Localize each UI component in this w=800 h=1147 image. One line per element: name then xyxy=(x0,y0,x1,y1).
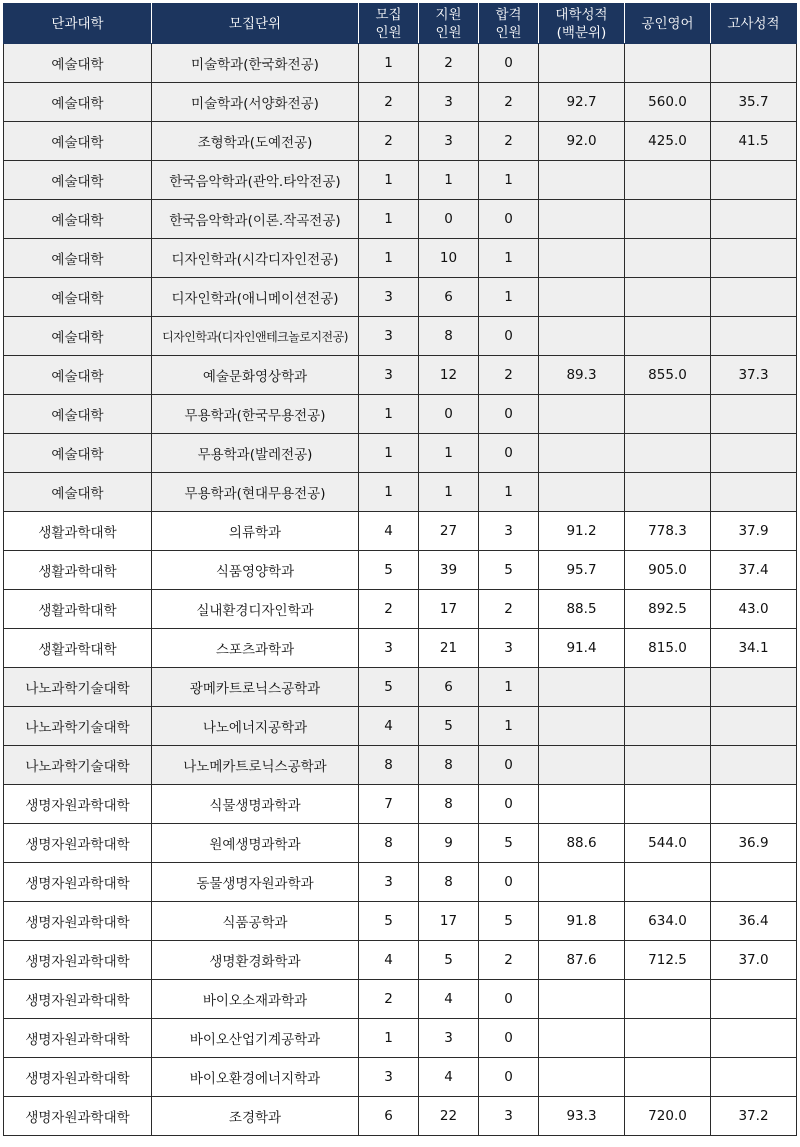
cell-recruit: 1 xyxy=(359,1019,419,1058)
cell-recruit: 3 xyxy=(359,629,419,668)
header-apply xyxy=(419,4,479,44)
cell-apply: 8 xyxy=(419,746,479,785)
cell-college: 생명자원과학대학 xyxy=(4,1097,152,1136)
cell-apply: 4 xyxy=(419,980,479,1019)
cell-apply: 8 xyxy=(419,785,479,824)
cell-gpa: 93.3 xyxy=(539,1097,625,1136)
cell-gpa xyxy=(539,707,625,746)
table-row xyxy=(4,1058,797,1097)
cell-unit: 한국음악학과(관악.타악전공) xyxy=(152,161,359,200)
cell-college: 나노과학기술대학 xyxy=(4,746,152,785)
cell-exam: 37.0 xyxy=(711,941,797,980)
cell-exam: 43.0 xyxy=(711,590,797,629)
cell-recruit: 5 xyxy=(359,902,419,941)
cell-college: 예술대학 xyxy=(4,473,152,512)
cell-pass: 1 xyxy=(479,668,539,707)
cell-gpa xyxy=(539,44,625,83)
cell-recruit: 4 xyxy=(359,707,419,746)
cell-gpa xyxy=(539,278,625,317)
table-row xyxy=(4,44,797,83)
cell-english xyxy=(625,1058,711,1097)
cell-pass: 0 xyxy=(479,317,539,356)
cell-exam xyxy=(711,863,797,902)
cell-exam xyxy=(711,278,797,317)
cell-apply: 5 xyxy=(419,941,479,980)
cell-english xyxy=(625,395,711,434)
cell-college: 생활과학대학 xyxy=(4,551,152,590)
table-row xyxy=(4,941,797,980)
cell-english xyxy=(625,863,711,902)
cell-exam xyxy=(711,44,797,83)
cell-exam xyxy=(711,785,797,824)
cell-recruit: 3 xyxy=(359,356,419,395)
cell-english: 544.0 xyxy=(625,824,711,863)
cell-college: 예술대학 xyxy=(4,44,152,83)
cell-unit: 한국음악학과(이론.작곡전공) xyxy=(152,200,359,239)
cell-apply: 6 xyxy=(419,278,479,317)
cell-college: 예술대학 xyxy=(4,83,152,122)
cell-apply: 3 xyxy=(419,83,479,122)
cell-exam: 37.9 xyxy=(711,512,797,551)
cell-recruit: 6 xyxy=(359,1097,419,1136)
cell-unit: 예술문화영상학과 xyxy=(152,356,359,395)
cell-unit: 식품영양학과 xyxy=(152,551,359,590)
cell-apply: 2 xyxy=(419,44,479,83)
cell-english xyxy=(625,44,711,83)
cell-exam xyxy=(711,200,797,239)
cell-apply: 0 xyxy=(419,395,479,434)
cell-pass: 0 xyxy=(479,746,539,785)
cell-exam: 41.5 xyxy=(711,122,797,161)
cell-recruit: 3 xyxy=(359,317,419,356)
cell-unit: 의류학과 xyxy=(152,512,359,551)
header-gpa xyxy=(539,4,625,44)
cell-english: 712.5 xyxy=(625,941,711,980)
cell-unit: 광메카트로닉스공학과 xyxy=(152,668,359,707)
header-pass-line1: 합격 xyxy=(495,6,522,23)
header-english: 공인영어 xyxy=(625,4,711,44)
cell-gpa: 88.6 xyxy=(539,824,625,863)
cell-recruit: 8 xyxy=(359,746,419,785)
cell-gpa xyxy=(539,395,625,434)
cell-pass: 2 xyxy=(479,356,539,395)
cell-gpa xyxy=(539,668,625,707)
cell-unit: 무용학과(한국무용전공) xyxy=(152,395,359,434)
cell-recruit: 1 xyxy=(359,161,419,200)
cell-gpa xyxy=(539,161,625,200)
header-apply-line1: 지원 xyxy=(435,6,462,23)
cell-apply: 1 xyxy=(419,434,479,473)
cell-english: 815.0 xyxy=(625,629,711,668)
cell-recruit: 2 xyxy=(359,980,419,1019)
cell-unit: 디자인학과(애니메이션전공) xyxy=(152,278,359,317)
table-row xyxy=(4,824,797,863)
table-row xyxy=(4,1019,797,1058)
cell-exam xyxy=(711,395,797,434)
table-row xyxy=(4,863,797,902)
cell-college: 예술대학 xyxy=(4,278,152,317)
cell-recruit: 1 xyxy=(359,434,419,473)
admission-results-table-container xyxy=(3,3,796,1136)
cell-gpa: 91.4 xyxy=(539,629,625,668)
table-row xyxy=(4,239,797,278)
table-row xyxy=(4,980,797,1019)
header-gpa-line1: 대학성적 xyxy=(555,6,608,23)
cell-apply: 21 xyxy=(419,629,479,668)
cell-recruit: 3 xyxy=(359,278,419,317)
cell-english xyxy=(625,200,711,239)
cell-unit: 바이오환경에너지학과 xyxy=(152,1058,359,1097)
cell-unit: 무용학과(발레전공) xyxy=(152,434,359,473)
table-row xyxy=(4,629,797,668)
cell-english: 892.5 xyxy=(625,590,711,629)
cell-recruit: 3 xyxy=(359,863,419,902)
header-pass-line2: 인원 xyxy=(495,24,522,41)
cell-gpa: 91.2 xyxy=(539,512,625,551)
cell-gpa xyxy=(539,980,625,1019)
cell-gpa xyxy=(539,863,625,902)
cell-pass: 2 xyxy=(479,590,539,629)
cell-gpa xyxy=(539,1058,625,1097)
cell-recruit: 2 xyxy=(359,83,419,122)
cell-unit: 디자인학과(디자인앤테크놀로지전공) xyxy=(152,317,359,356)
cell-exam: 37.3 xyxy=(711,356,797,395)
cell-unit: 나노메카트로닉스공학과 xyxy=(152,746,359,785)
cell-exam: 37.4 xyxy=(711,551,797,590)
table-row xyxy=(4,668,797,707)
cell-recruit: 4 xyxy=(359,512,419,551)
header-apply-line2: 인원 xyxy=(435,24,462,41)
cell-unit: 스포츠과학과 xyxy=(152,629,359,668)
cell-english: 634.0 xyxy=(625,902,711,941)
table-row xyxy=(4,200,797,239)
cell-apply: 22 xyxy=(419,1097,479,1136)
cell-exam xyxy=(711,473,797,512)
cell-pass: 0 xyxy=(479,395,539,434)
table-row xyxy=(4,1097,797,1136)
cell-exam xyxy=(711,1019,797,1058)
cell-gpa: 88.5 xyxy=(539,590,625,629)
cell-recruit: 1 xyxy=(359,473,419,512)
cell-gpa xyxy=(539,473,625,512)
cell-college: 생명자원과학대학 xyxy=(4,902,152,941)
cell-apply: 8 xyxy=(419,863,479,902)
cell-apply: 12 xyxy=(419,356,479,395)
table-row xyxy=(4,746,797,785)
cell-recruit: 2 xyxy=(359,122,419,161)
cell-college: 예술대학 xyxy=(4,395,152,434)
cell-unit: 생명환경화학과 xyxy=(152,941,359,980)
cell-english: 778.3 xyxy=(625,512,711,551)
cell-recruit: 2 xyxy=(359,590,419,629)
cell-gpa xyxy=(539,746,625,785)
cell-college: 생명자원과학대학 xyxy=(4,785,152,824)
cell-apply: 6 xyxy=(419,668,479,707)
cell-recruit: 1 xyxy=(359,395,419,434)
cell-college: 예술대학 xyxy=(4,317,152,356)
table-header-row xyxy=(4,4,797,44)
cell-english xyxy=(625,278,711,317)
header-unit: 모집단위 xyxy=(152,4,359,44)
cell-pass: 3 xyxy=(479,512,539,551)
cell-pass: 2 xyxy=(479,83,539,122)
cell-college: 예술대학 xyxy=(4,122,152,161)
cell-apply: 9 xyxy=(419,824,479,863)
cell-english: 560.0 xyxy=(625,83,711,122)
table-body xyxy=(4,44,797,1136)
cell-college: 예술대학 xyxy=(4,161,152,200)
cell-gpa xyxy=(539,317,625,356)
cell-college: 생명자원과학대학 xyxy=(4,1019,152,1058)
cell-gpa xyxy=(539,200,625,239)
cell-exam xyxy=(711,317,797,356)
cell-pass: 0 xyxy=(479,434,539,473)
cell-pass: 5 xyxy=(479,824,539,863)
admission-results-table xyxy=(3,3,797,1136)
table-row xyxy=(4,512,797,551)
cell-pass: 0 xyxy=(479,785,539,824)
cell-pass: 2 xyxy=(479,122,539,161)
cell-pass: 0 xyxy=(479,1058,539,1097)
cell-english xyxy=(625,746,711,785)
cell-recruit: 5 xyxy=(359,551,419,590)
cell-apply: 8 xyxy=(419,317,479,356)
cell-exam xyxy=(711,434,797,473)
cell-apply: 17 xyxy=(419,902,479,941)
cell-exam xyxy=(711,161,797,200)
cell-unit: 식물생명과학과 xyxy=(152,785,359,824)
cell-unit: 조경학과 xyxy=(152,1097,359,1136)
cell-pass: 3 xyxy=(479,629,539,668)
cell-unit: 조형학과(도예전공) xyxy=(152,122,359,161)
cell-unit: 바이오산업기계공학과 xyxy=(152,1019,359,1058)
cell-unit: 디자인학과(시각디자인전공) xyxy=(152,239,359,278)
cell-recruit: 1 xyxy=(359,239,419,278)
cell-recruit: 8 xyxy=(359,824,419,863)
header-pass xyxy=(479,4,539,44)
cell-college: 생활과학대학 xyxy=(4,629,152,668)
cell-gpa: 91.8 xyxy=(539,902,625,941)
cell-unit: 나노에너지공학과 xyxy=(152,707,359,746)
cell-recruit: 5 xyxy=(359,668,419,707)
cell-college: 생명자원과학대학 xyxy=(4,1058,152,1097)
cell-pass: 1 xyxy=(479,161,539,200)
table-row xyxy=(4,395,797,434)
table-row xyxy=(4,161,797,200)
cell-unit: 무용학과(현대무용전공) xyxy=(152,473,359,512)
cell-english: 425.0 xyxy=(625,122,711,161)
table-row xyxy=(4,122,797,161)
cell-college: 예술대학 xyxy=(4,356,152,395)
cell-english xyxy=(625,434,711,473)
cell-pass: 1 xyxy=(479,278,539,317)
cell-recruit: 4 xyxy=(359,941,419,980)
cell-recruit: 1 xyxy=(359,44,419,83)
table-row xyxy=(4,278,797,317)
cell-unit: 미술학과(한국화전공) xyxy=(152,44,359,83)
header-recruit xyxy=(359,4,419,44)
cell-exam xyxy=(711,239,797,278)
cell-unit: 미술학과(서양화전공) xyxy=(152,83,359,122)
table-row xyxy=(4,551,797,590)
table-row xyxy=(4,785,797,824)
table-row xyxy=(4,83,797,122)
cell-unit: 실내환경디자인학과 xyxy=(152,590,359,629)
cell-gpa: 95.7 xyxy=(539,551,625,590)
cell-pass: 2 xyxy=(479,941,539,980)
cell-gpa xyxy=(539,785,625,824)
cell-pass: 0 xyxy=(479,980,539,1019)
cell-apply: 3 xyxy=(419,1019,479,1058)
table-row xyxy=(4,317,797,356)
cell-apply: 17 xyxy=(419,590,479,629)
cell-apply: 27 xyxy=(419,512,479,551)
cell-college: 나노과학기술대학 xyxy=(4,668,152,707)
cell-college: 생활과학대학 xyxy=(4,590,152,629)
cell-apply: 1 xyxy=(419,161,479,200)
cell-pass: 1 xyxy=(479,473,539,512)
cell-pass: 0 xyxy=(479,863,539,902)
cell-exam: 36.9 xyxy=(711,824,797,863)
cell-english xyxy=(625,668,711,707)
cell-apply: 0 xyxy=(419,200,479,239)
cell-exam xyxy=(711,707,797,746)
cell-english xyxy=(625,785,711,824)
cell-apply: 10 xyxy=(419,239,479,278)
header-recruit-line2: 인원 xyxy=(375,24,402,41)
cell-exam: 36.4 xyxy=(711,902,797,941)
cell-exam xyxy=(711,1058,797,1097)
cell-college: 생명자원과학대학 xyxy=(4,941,152,980)
cell-pass: 1 xyxy=(479,239,539,278)
cell-exam xyxy=(711,746,797,785)
header-gpa-line2: (백분위) xyxy=(556,24,607,41)
cell-apply: 5 xyxy=(419,707,479,746)
cell-apply: 3 xyxy=(419,122,479,161)
cell-gpa xyxy=(539,434,625,473)
cell-apply: 1 xyxy=(419,473,479,512)
cell-recruit: 7 xyxy=(359,785,419,824)
table-row xyxy=(4,902,797,941)
cell-recruit: 3 xyxy=(359,1058,419,1097)
cell-unit: 원예생명과학과 xyxy=(152,824,359,863)
cell-gpa: 87.6 xyxy=(539,941,625,980)
cell-apply: 4 xyxy=(419,1058,479,1097)
cell-english xyxy=(625,473,711,512)
cell-pass: 3 xyxy=(479,1097,539,1136)
cell-gpa xyxy=(539,1019,625,1058)
cell-college: 생명자원과학대학 xyxy=(4,980,152,1019)
header-exam: 고사성적 xyxy=(711,4,797,44)
table-row xyxy=(4,434,797,473)
cell-unit: 바이오소재과학과 xyxy=(152,980,359,1019)
cell-pass: 1 xyxy=(479,707,539,746)
cell-apply: 39 xyxy=(419,551,479,590)
cell-exam: 37.2 xyxy=(711,1097,797,1136)
cell-college: 예술대학 xyxy=(4,200,152,239)
table-row xyxy=(4,356,797,395)
cell-english xyxy=(625,161,711,200)
cell-pass: 0 xyxy=(479,200,539,239)
cell-english: 720.0 xyxy=(625,1097,711,1136)
header-recruit-line1: 모집 xyxy=(375,6,402,23)
cell-english: 905.0 xyxy=(625,551,711,590)
cell-college: 생명자원과학대학 xyxy=(4,824,152,863)
cell-recruit: 1 xyxy=(359,200,419,239)
cell-english xyxy=(625,1019,711,1058)
cell-english xyxy=(625,239,711,278)
table-row xyxy=(4,707,797,746)
cell-pass: 0 xyxy=(479,44,539,83)
cell-college: 예술대학 xyxy=(4,434,152,473)
cell-english xyxy=(625,980,711,1019)
cell-pass: 0 xyxy=(479,1019,539,1058)
cell-gpa: 89.3 xyxy=(539,356,625,395)
cell-college: 예술대학 xyxy=(4,239,152,278)
cell-english xyxy=(625,707,711,746)
cell-gpa xyxy=(539,239,625,278)
header-college: 단과대학 xyxy=(4,4,152,44)
cell-unit: 동물생명자원과학과 xyxy=(152,863,359,902)
cell-english xyxy=(625,317,711,356)
cell-exam xyxy=(711,980,797,1019)
cell-gpa: 92.7 xyxy=(539,83,625,122)
cell-exam: 34.1 xyxy=(711,629,797,668)
table-row xyxy=(4,590,797,629)
cell-gpa: 92.0 xyxy=(539,122,625,161)
cell-english: 855.0 xyxy=(625,356,711,395)
cell-pass: 5 xyxy=(479,902,539,941)
table-row xyxy=(4,473,797,512)
cell-pass: 5 xyxy=(479,551,539,590)
cell-college: 나노과학기술대학 xyxy=(4,707,152,746)
cell-college: 생활과학대학 xyxy=(4,512,152,551)
cell-college: 생명자원과학대학 xyxy=(4,863,152,902)
cell-unit: 식품공학과 xyxy=(152,902,359,941)
cell-exam: 35.7 xyxy=(711,83,797,122)
cell-exam xyxy=(711,668,797,707)
